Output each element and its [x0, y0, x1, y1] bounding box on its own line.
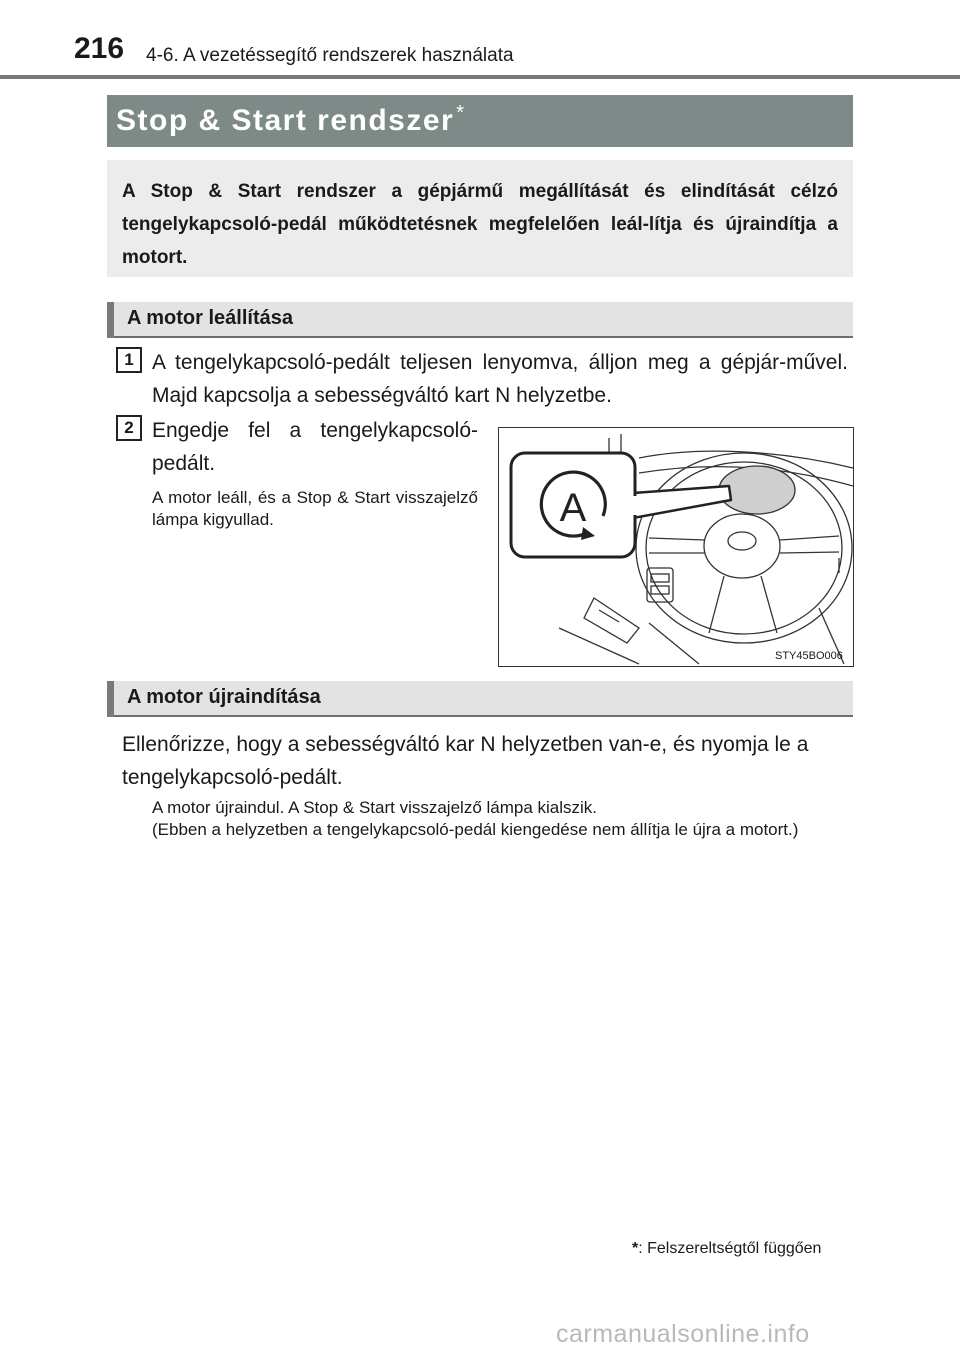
illustration-code: STY45BO006	[775, 650, 843, 662]
footnote-text: : Felszereltségtől függően	[638, 1240, 822, 1257]
section-heading-restart	[107, 681, 853, 717]
restart-note-line: (Ebben a helyzetben a tengelykapcsoló-pedál kiengedése nem állítja le újra a motort.)	[152, 820, 799, 839]
section-heading-stop	[107, 302, 853, 338]
section-heading-label: A motor leállítása	[127, 307, 293, 329]
indicator-letter: A	[559, 486, 587, 530]
intro-text: A Stop & Start rendszer a gépjármű megállítását és elindítását célzó tengelykapcsoló-pedál működtetésnek megfelelően leál-lítja és újraindítja a motort.	[122, 181, 838, 268]
restart-text: Ellenőrizze, hogy a sebességváltó kar N helyzetben van-e, és nyomja le a tengelykapcsoló-pedált.	[122, 733, 809, 789]
restart-note-line: A motor újraindul. A Stop & Start visszajelző lámpa kialszik.	[152, 798, 598, 817]
step-note-2: A motor leáll, és a Stop & Start visszajelző lámpa kigyullad.	[152, 488, 478, 529]
page-number: 216	[74, 32, 125, 65]
section-heading-bar	[107, 302, 114, 338]
footnote	[632, 1240, 821, 1258]
step-number-1: 1	[116, 347, 142, 373]
page-title	[116, 102, 466, 138]
title-marker: *	[456, 102, 466, 124]
dashboard-illustration	[498, 427, 854, 667]
page-title-text: Stop & Start rendszer	[116, 104, 455, 137]
step-text-2: Engedje fel a tengelykapcsoló-pedált.	[152, 419, 478, 475]
watermark: carmanualsonline.info	[556, 1320, 810, 1348]
footnote-marker: *	[632, 1240, 639, 1257]
step-text-1: A tengelykapcsoló-pedált teljesen lenyomva, álljon meg a gépjár-művel. Majd kapcsolja a sebességváltó kart N helyzetbe.	[152, 351, 848, 407]
section-path: 4-6. A vezetéssegítő rendszerek használata	[146, 45, 514, 66]
step-number-2: 2	[116, 415, 142, 441]
section-heading-label: A motor újraindítása	[127, 686, 321, 708]
section-heading-bar	[107, 681, 114, 717]
restart-note	[152, 797, 850, 841]
steering-wheel-drawing	[499, 428, 853, 666]
header-rule	[0, 75, 960, 79]
